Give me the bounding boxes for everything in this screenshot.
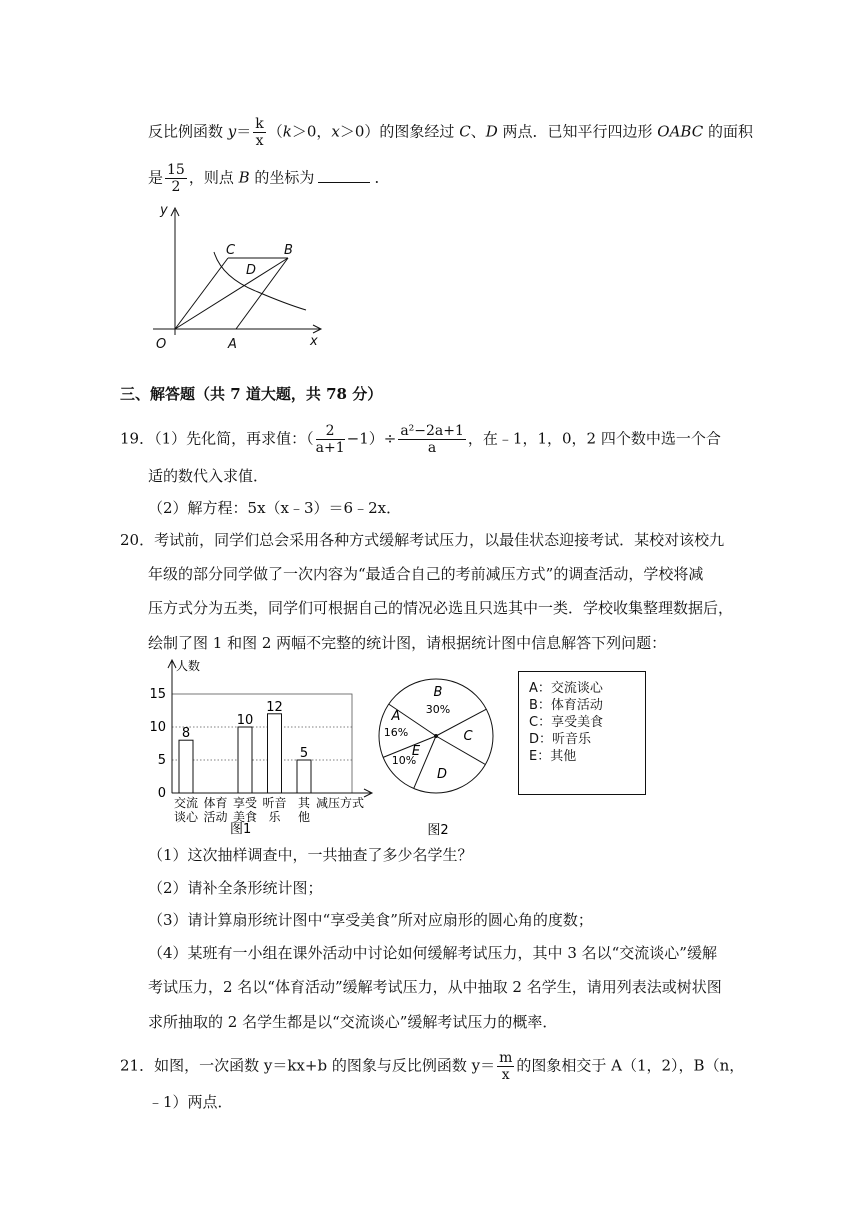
segment-oc: [175, 258, 228, 329]
q18-figure: [148, 200, 338, 365]
q18-text: ＞0）的图象经过: [339, 122, 460, 141]
category-label: 听音: [262, 796, 287, 810]
q18-text: ＞0，: [291, 122, 332, 141]
category-label: 交流: [173, 796, 199, 810]
frac-num: 15: [167, 162, 185, 178]
answer-blank[interactable]: [318, 168, 370, 183]
q20-line2: 年级的部分同学做了一次内容为“最适合自己的考前减压方式”的调查活动，学校将减: [148, 565, 704, 583]
q18-var-x: x: [331, 122, 340, 141]
legend-entry: B：体育活动: [529, 698, 603, 713]
category-label: 美食: [232, 810, 258, 824]
bar: [238, 727, 252, 793]
category-label: 他: [297, 810, 311, 824]
q20-sub4-line1: （4）某班有一小组在课外活动中讨论如何缓解考试压力，其中 3 名以“交流谈心”缓解: [148, 944, 717, 962]
y-tick-label: 15: [149, 687, 166, 702]
q18-point-d: D: [485, 122, 498, 141]
y-axis-label: 人数: [176, 659, 201, 673]
q20-number: 20．: [120, 531, 155, 549]
chart-caption: 图1: [230, 822, 252, 837]
frac-den: 2: [171, 179, 181, 195]
legend-entry: D：听音乐: [529, 732, 592, 747]
q18-var-y: y: [227, 122, 237, 141]
y-tick-label: 0: [157, 786, 166, 801]
bar-value-label: 8: [181, 726, 191, 742]
frac-den: x: [501, 1067, 510, 1083]
category-label: 享受: [232, 796, 258, 810]
chart-caption: 图2: [427, 823, 449, 838]
q19-line2: 适的数代入求值．: [148, 467, 269, 485]
q18-var-k: k: [282, 122, 292, 141]
q19-line1: [120, 423, 721, 456]
segment-ba: [236, 258, 288, 329]
section-title: 三、解答题（共 7 道大题，共 78 分）: [120, 385, 383, 403]
legend-items: [529, 680, 645, 765]
label-c: C: [226, 243, 236, 258]
q20-line4: 绘制了图 1 和图 2 两幅不完整的统计图，请根据统计图中信息解答下列问题：: [148, 634, 667, 652]
pie-chart-fig2: [368, 670, 508, 838]
frac-num: 2: [316, 423, 345, 440]
q20-sub3: （3）请计算扇形统计图中“享受美食”所对应扇形的圆心角的度数；: [148, 911, 593, 929]
q20-text: 考试前，同学们总会采用各种方式缓解考试压力，以最佳状态迎接考试．某校对该校九: [154, 531, 725, 549]
q18-point-b: B: [238, 168, 250, 187]
fraction-a2-over-a: [398, 423, 466, 456]
fraction-k-over-x: [253, 116, 265, 149]
fraction-2-over-a1: [316, 423, 345, 456]
frac-num: k: [255, 116, 264, 132]
label-y: y: [160, 203, 168, 218]
q18-text: 、: [470, 122, 486, 141]
hyperbola-curve: [214, 252, 306, 310]
q20-sub2: （2）请补全条形统计图；: [148, 879, 323, 897]
fraction-m-over-x: [497, 1050, 514, 1083]
q18-text: 的坐标为: [249, 168, 315, 187]
q18-text: ，则点: [188, 168, 239, 187]
q19-text: −1）÷: [346, 429, 397, 448]
q18-point-c: C: [459, 122, 471, 141]
category-label: 谈心: [173, 810, 199, 824]
frac-den: a+1: [315, 440, 345, 456]
slice-percent: 16%: [383, 726, 409, 739]
q18-text: ．: [374, 168, 390, 187]
bar: [179, 740, 193, 793]
bar-value-label: 5: [299, 746, 309, 761]
q19-text: ，在﹣1，1，0，2 四个数中选一个合: [467, 429, 721, 448]
q18-text: 是: [148, 168, 164, 187]
q21-line2: ﹣1）两点．: [148, 1093, 233, 1111]
q20-line1: [120, 530, 724, 550]
q21-text: 如图，一次函数 y＝kx+b 的图象与反比例函数 y＝: [154, 1056, 496, 1075]
slice-label: A: [391, 709, 401, 724]
q21-line1: [120, 1050, 744, 1083]
legend-entry: A：交流谈心: [529, 681, 603, 696]
label-a: A: [228, 337, 237, 352]
q18-text: 的面积: [703, 122, 753, 141]
q19-number: 19．: [120, 429, 155, 448]
q18-line2: [148, 162, 389, 195]
frac-num: a²−2a+1: [400, 423, 464, 439]
x-axis-label: 减压方式: [316, 796, 365, 810]
pie-legend: [518, 671, 646, 795]
bar-value-label: 10: [236, 713, 254, 728]
category-label: 其: [297, 796, 311, 810]
q20-sub1: （1）这次抽样调查中，一共抽查了多少名学生？: [148, 846, 473, 864]
slice-label: B: [433, 685, 443, 700]
q18-eq: ＝: [236, 122, 252, 141]
legend-entry: E：其他: [529, 749, 577, 764]
q20-sub4-line2: 考试压力，2 名以“体育活动”缓解考试压力，从中抽取 2 名学生，请用列表法或树状图: [148, 978, 722, 996]
pie-center: [434, 734, 438, 738]
q20-sub4-line3: 求所抽取的 2 名学生都是以“交流谈心”缓解考试压力的概率．: [148, 1013, 558, 1031]
segment-ob: [175, 258, 288, 329]
frac-den: x: [255, 133, 264, 149]
q18-line1: [148, 116, 753, 149]
plot-frame: [172, 694, 352, 793]
label-o: O: [156, 337, 167, 352]
bar: [268, 714, 282, 793]
label-x: x: [310, 334, 318, 349]
q18-text: （: [267, 122, 283, 141]
frac-num: m: [499, 1050, 513, 1066]
slice-percent: 30%: [425, 703, 451, 716]
frac-den: a: [427, 440, 437, 456]
q21-number: 21．: [120, 1056, 155, 1075]
q20-line3: 压方式分为五类，同学们可根据自己的情况必选且只选其中一类．学校收集整理数据后，: [148, 599, 734, 617]
q18-text: 两点．已知平行四边形: [497, 122, 658, 141]
slice-label: C: [463, 729, 473, 744]
q18-oabc: OABC: [657, 122, 704, 141]
category-label: 活动: [203, 810, 228, 824]
bar-value-label: 12: [266, 699, 283, 715]
label-d: D: [246, 263, 257, 278]
category-label: 乐: [268, 810, 281, 824]
slice-label: D: [436, 767, 448, 782]
bar: [297, 760, 311, 793]
q19-part2: （2）解方程：5x（x﹣3）＝6﹣2x．: [148, 499, 402, 517]
fraction-15-over-2: [165, 162, 187, 195]
bar-chart-fig1: [140, 656, 380, 838]
y-tick-label: 10: [149, 720, 166, 735]
legend-entry: C：享受美食: [529, 715, 604, 730]
label-b: B: [284, 243, 293, 258]
q18-text: 反比例函数: [148, 122, 228, 141]
category-label: 体育: [203, 796, 228, 810]
slice-percent: 10%: [391, 754, 417, 767]
y-tick-label: 5: [157, 753, 166, 768]
q19-text: （1）先化简，再求值：（: [154, 429, 314, 448]
q21-text: 的图象相交于 A（1，2），B（n，: [516, 1056, 745, 1075]
slice-label: E: [411, 744, 421, 759]
